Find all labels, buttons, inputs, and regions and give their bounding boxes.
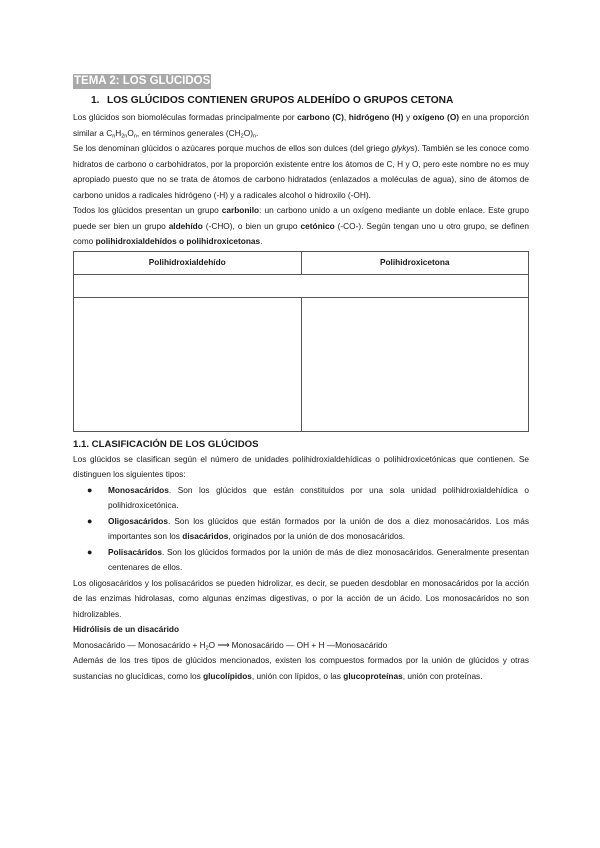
text-run: Monosacárido — Monosacárido + H xyxy=(73,639,206,650)
text-run: , unión con proteínas. xyxy=(402,670,483,681)
paragraph-hydrolysis: Los oligosacáridos y los polisacáridos se pueden hidrolizar, es decir, se pueden desdoblar en monosacáridos por la acción de las enzimas hidrolasas, como algunas enzimas digestivas, o por la acción de un ácido. Los monosacáridos no son hidrolizables. xyxy=(73,577,529,619)
text-run: ). También se les conoce como hidratos de carbono o carbohidratos, por la proporción existente entre los átomos de C, H y O, pero este nombre no es muy apropiado puesto que no se trata de átomos de carbono hidratados (enlazados a moléculas de agua), sino de átomos de carbono unidos a radicales hidrógeno (-H) y a radicales alcohol o hidroxilo (-OH). xyxy=(73,143,529,200)
text-run: . xyxy=(260,236,263,246)
text-run: O ⟶ Monosacárido — OH + H —Monosacárido xyxy=(208,639,388,650)
text-run: . xyxy=(256,127,259,138)
text-run: Los glúcidos son biomoléculas formadas principalmente por xyxy=(73,112,298,122)
bold-term: Oligosacáridos xyxy=(108,515,168,526)
table-header-row xyxy=(74,251,529,274)
paragraph-names xyxy=(73,141,529,203)
hydrolysis-heading: Hidrólisis de un disacárido xyxy=(73,624,180,634)
subscript: 2 xyxy=(240,133,244,139)
bold-term: glucolípidos xyxy=(203,670,252,681)
text-run: , unión con lípidos, o las xyxy=(251,670,344,681)
subsection-heading: 1.1. CLASIFICACIÓN DE LOS GLÚCIDOS xyxy=(73,438,259,450)
bullet-icon: ● xyxy=(87,484,93,495)
title-wrap xyxy=(73,74,529,90)
subscript: 2n xyxy=(121,133,128,139)
table-cell-empty xyxy=(74,274,529,297)
text-run: Además de los tres tipos de glúcidos mencionados, existen los compuestos formados por la unión de glúcidos y otras sustancias no glucídicas, como los xyxy=(73,655,529,681)
bold-term: disacáridos xyxy=(182,531,229,541)
bullet-icon: ● xyxy=(87,546,93,557)
text-run: y xyxy=(403,112,413,122)
section-heading-text: LOS GLÚCIDOS CONTIENEN GRUPOS ALDEHÍDO O GRUPOS CETONA xyxy=(107,95,454,106)
italic-term: glykys xyxy=(391,143,415,153)
text-run: . Son los glúcidos que están constituidos por una sola unidad polihidroxialdehídica o polihidroxicetónica. xyxy=(108,484,529,510)
text-run: . Son los glúcidos que están formados por la unión de dos a diez monosacáridos. Los más importantes son los xyxy=(108,515,529,541)
bold-term: Monosacáridos xyxy=(108,484,169,495)
bold-term: cetónico xyxy=(300,220,335,231)
document-page xyxy=(73,74,529,684)
subscript: n xyxy=(112,133,116,139)
bold-term: carbonilo xyxy=(221,205,260,215)
bold-term: carbono (C) xyxy=(297,112,344,122)
table-header-ketone: Polihidroxicetona xyxy=(301,251,529,274)
list-item xyxy=(73,545,529,576)
text-run: , xyxy=(343,112,349,122)
subscript: n xyxy=(133,133,137,139)
text-run: , en términos generales (CH xyxy=(136,127,241,138)
text-run: . Son los glúcidos formados por la unión de más de diez monosacáridos. Generalmente presentan centenares de ellos. xyxy=(108,546,529,572)
table-row xyxy=(74,297,529,431)
paragraph-classification: Los glúcidos se clasifican según el número de unidades polihidroxialdehídicas o polihidroxicetónicas que contienen. Se distinguen los siguientes tipos: xyxy=(73,453,529,479)
bold-term: glucoproteínas xyxy=(343,670,403,681)
text-run: Todos los glúcidos presentan un grupo xyxy=(73,205,222,215)
paragraph-carbonyl xyxy=(73,203,529,250)
text-run: en una proporción similar a C xyxy=(73,112,529,138)
page-title: TEMA 2: LOS GLÚCIDOS xyxy=(74,75,211,87)
text-run: O) xyxy=(243,127,253,138)
text-run: : un carbono unido a un oxígeno mediante un doble enlace. Este grupo puede ser bien un grupo xyxy=(73,205,529,231)
paragraph-conjugates xyxy=(73,653,529,684)
text-run: O xyxy=(127,127,134,138)
type-list xyxy=(73,483,529,576)
text-run: (-CHO), o bien un grupo xyxy=(202,220,301,231)
table-cell-ketone xyxy=(301,297,529,431)
bold-term: oxígeno (O) xyxy=(412,112,460,122)
paragraph-composition xyxy=(73,110,529,141)
text-run: (-CO-). Según tengan uno u otro grupo, se definen como xyxy=(73,220,529,246)
section-number: 1. xyxy=(91,95,100,106)
text-run: H xyxy=(115,127,122,138)
subscript: n xyxy=(252,133,257,139)
table-cell-aldehyde xyxy=(74,297,302,431)
list-item xyxy=(73,483,529,514)
hydrolysis-equation xyxy=(73,638,529,654)
text-run: , originados por la unión de dos monosacáridos. xyxy=(228,531,406,541)
subscript: 2 xyxy=(205,645,209,651)
table-row xyxy=(74,274,529,297)
bold-term: hidrógeno (H) xyxy=(348,112,404,122)
bold-term: Polisacáridos xyxy=(108,546,162,557)
bold-term: polihidroxialdehídos o polihidroxicetonas xyxy=(95,236,261,246)
section-heading xyxy=(91,93,529,109)
bold-term: aldehído xyxy=(168,220,203,231)
bullet-icon: ● xyxy=(87,515,93,526)
comparison-table xyxy=(73,251,529,432)
text-run: Se los denominan glúcidos o azúcares porque muchos de ellos son dulces (del griego xyxy=(73,143,392,153)
table-header-aldehyde: Polihidroxialdehído xyxy=(74,251,302,274)
list-item xyxy=(73,514,529,545)
